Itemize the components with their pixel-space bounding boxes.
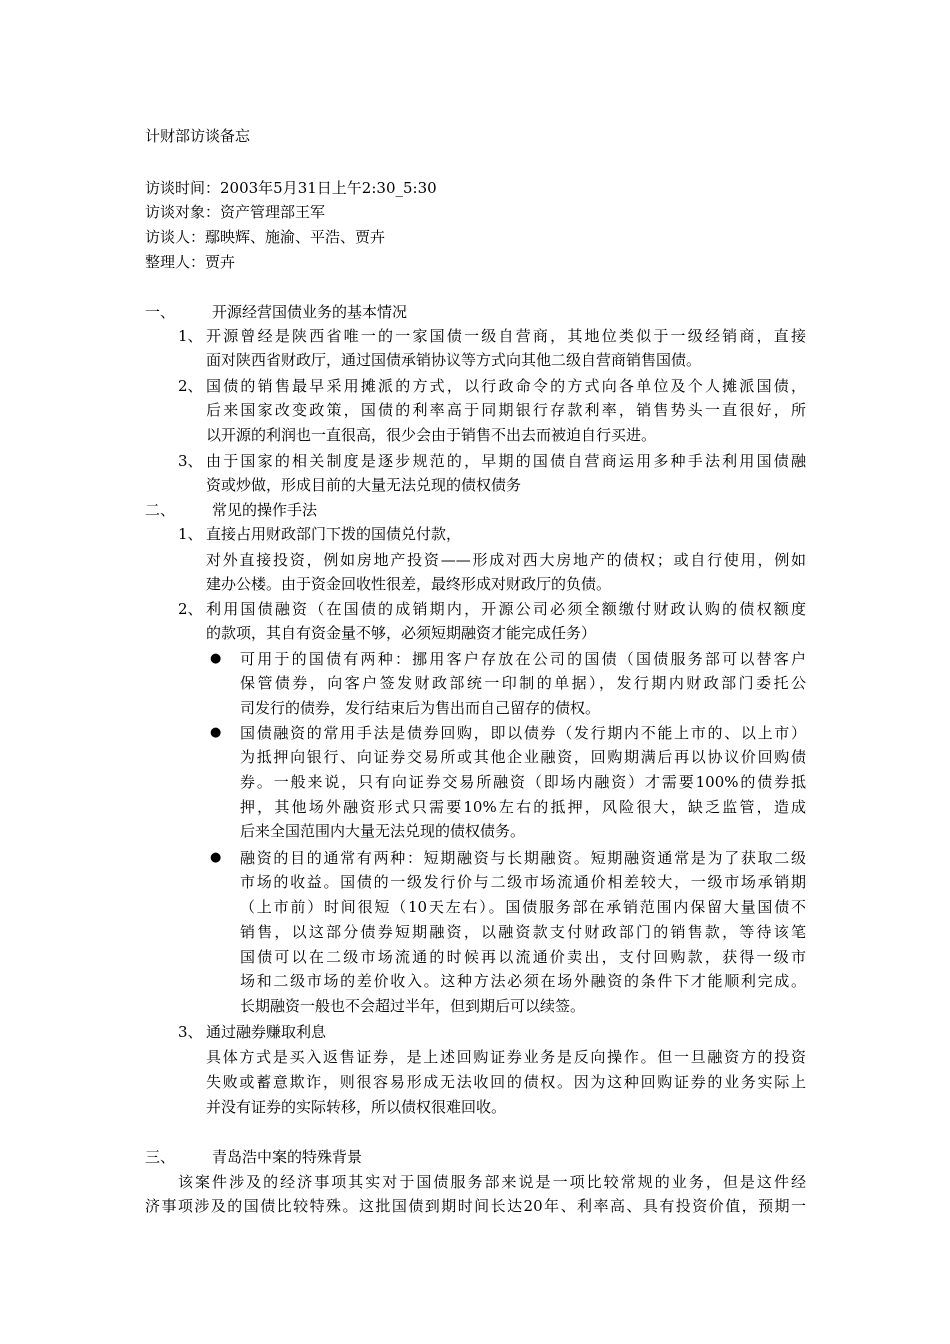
bullet-3-line: 融资的目的通常有两种：短期融资与长期融资。短期融资通常是为了获取二级 — [240, 849, 806, 867]
bullet-icon: ● — [210, 651, 222, 666]
s2-item-2-number: 2、 — [178, 600, 203, 618]
bullet-icon: ● — [210, 850, 222, 865]
interviewers: 访谈人：鄢映辉、施渝、平浩、贾卉 — [145, 228, 386, 246]
bullet-icon: ● — [210, 725, 222, 740]
bullet-2-line: 为抵押向银行、向证券交易所或其他企业融资，回购期满后再以协议价回购债 — [240, 748, 806, 766]
bullet-3-line: 销售，以这部分债券短期融资，以融资款支付财政部门的销售款，等待该笔 — [240, 923, 806, 941]
recorder: 整理人：贾卉 — [145, 253, 236, 271]
s2-item-3-line: 通过融券赚取利息 — [206, 1023, 327, 1041]
bullet-1-line: 司发行的债券，发行结束后为售出而自己留存的债权。 — [240, 699, 601, 717]
section-2-number: 二、 — [145, 501, 176, 519]
section-3-paragraph-line: 该案件涉及的经济事项其实对于国债服务部来说是一项比较常规的业务，但是这件经 — [178, 1173, 806, 1191]
s2-item-3-number: 3、 — [178, 1023, 203, 1041]
s2-item-1-line: 对外直接投资，例如房地产投资——形成对西大房地产的债权；或自行使用，例如 — [206, 551, 806, 569]
bullet-2-line: 券。一般来说，只有向证券交易所融资（即场内融资）才需要100%的债券抵 — [240, 773, 806, 791]
s2-item-1-line: 建办公楼。由于资金回收性很差，最终形成对财政厅的负债。 — [206, 575, 612, 593]
bullet-3-line: 场和二级市场的差价收入。这种方法必须在场外融资的条件下才能顺利完成。 — [240, 972, 806, 990]
s1-item-2-line: 国债的销售最早采用摊派的方式，以行政命令的方式向各单位及个人摊派国债， — [206, 377, 806, 395]
bullet-3-line: （上市前）时间很短（10天左右）。国债服务部在承销范围内保留大量国债不 — [240, 898, 806, 916]
interview-time: 访谈时间：2003年5月31日上午2:30_5:30 — [145, 179, 437, 197]
bullet-2-line: 后来全国范围内大量无法兑现的债权债务。 — [240, 822, 526, 840]
s1-item-2-line: 以开源的利润也一直很高，很少会由于销售不出去而被迫自行买进。 — [206, 426, 657, 444]
section-3-number: 三、 — [145, 1148, 176, 1166]
s1-item-3-line: 由于国家的相关制度是逐步规范的，早期的国债自营商运用多种手法利用国债融 — [206, 452, 806, 470]
s1-item-3-number: 3、 — [178, 452, 203, 470]
section-1-title: 开源经营国债业务的基本情况 — [212, 303, 408, 321]
s1-item-3-line: 资或炒做，形成目前的大量无法兑现的债权债务 — [206, 476, 522, 494]
s2-item-2-line: 的款项，其自有资金量不够，必须短期融资才能完成任务） — [206, 624, 597, 642]
section-2-title: 常见的操作手法 — [212, 501, 318, 519]
section-1-number: 一、 — [145, 303, 176, 321]
bullet-2-line: 押，其他场外融资形式只需要10%左右的抵押，风险很大，缺乏监管，造成 — [240, 798, 806, 816]
bullet-1-line: 保管债券，向客户签发财政部统一印制的单据），发行期内财政部门委托公 — [240, 674, 806, 692]
s1-item-1-line: 开源曾经是陕西省唯一的一家国债一级自营商，其地位类似于一级经销商，直接 — [206, 327, 806, 345]
bullet-3-line: 国债可以在二级市场流通的时候再以流通价卖出，支付回购款，获得一级市 — [240, 948, 806, 966]
bullet-1-line: 可用于的国债有两种：挪用客户存放在公司的国债（国债服务部可以替客户 — [240, 650, 806, 668]
s2-item-3-line: 并没有证券的实际转移，所以债权很难回收。 — [206, 1098, 507, 1116]
document-title: 计财部访谈备忘 — [145, 127, 251, 145]
s2-item-1-line: 直接占用财政部门下拨的国债兑付款， — [206, 525, 462, 543]
s2-item-3-line: 失败或蓄意欺诈，则很容易形成无法收回的债权。因为这种回购证券的业务实际上 — [206, 1073, 806, 1091]
bullet-3-line: 长期融资一般也不会超过半年，但到期后可以续签。 — [240, 997, 586, 1015]
s1-item-2-line: 后来国家改变政策，国债的利率高于同期银行存款利率，销售势头一直很好，所 — [206, 401, 806, 419]
s1-item-1-line: 面对陕西省财政厅，通过国债承销协议等方式向其他二级自营商销售国债。 — [206, 351, 702, 369]
bullet-2-line: 国债融资的常用手法是债券回购，即以债券（发行期内不能上市的、以上市） — [240, 724, 806, 742]
interview-subject: 访谈对象：资产管理部王军 — [145, 203, 326, 221]
bullet-3-line: 市场的收益。国债的一级发行价与二级市场流通价相差较大，一级市场承销期 — [240, 873, 806, 891]
s1-item-2-number: 2、 — [178, 377, 203, 395]
section-3-paragraph-line: 济事项涉及的国债比较特殊。这批国债到期时间长达20年、利率高、具有投资价值，预期一 — [145, 1197, 806, 1215]
s2-item-2-line: 利用国债融资（在国债的成销期内，开源公司必须全额缴付财政认购的债权额度 — [206, 600, 806, 618]
s1-item-1-number: 1、 — [178, 327, 203, 345]
s2-item-3-line: 具体方式是买入返售证券，是上述回购证券业务是反向操作。但一旦融资方的投资 — [206, 1048, 806, 1066]
s2-item-1-number: 1、 — [178, 525, 203, 543]
section-3-title: 青岛浩中案的特殊背景 — [212, 1148, 363, 1166]
